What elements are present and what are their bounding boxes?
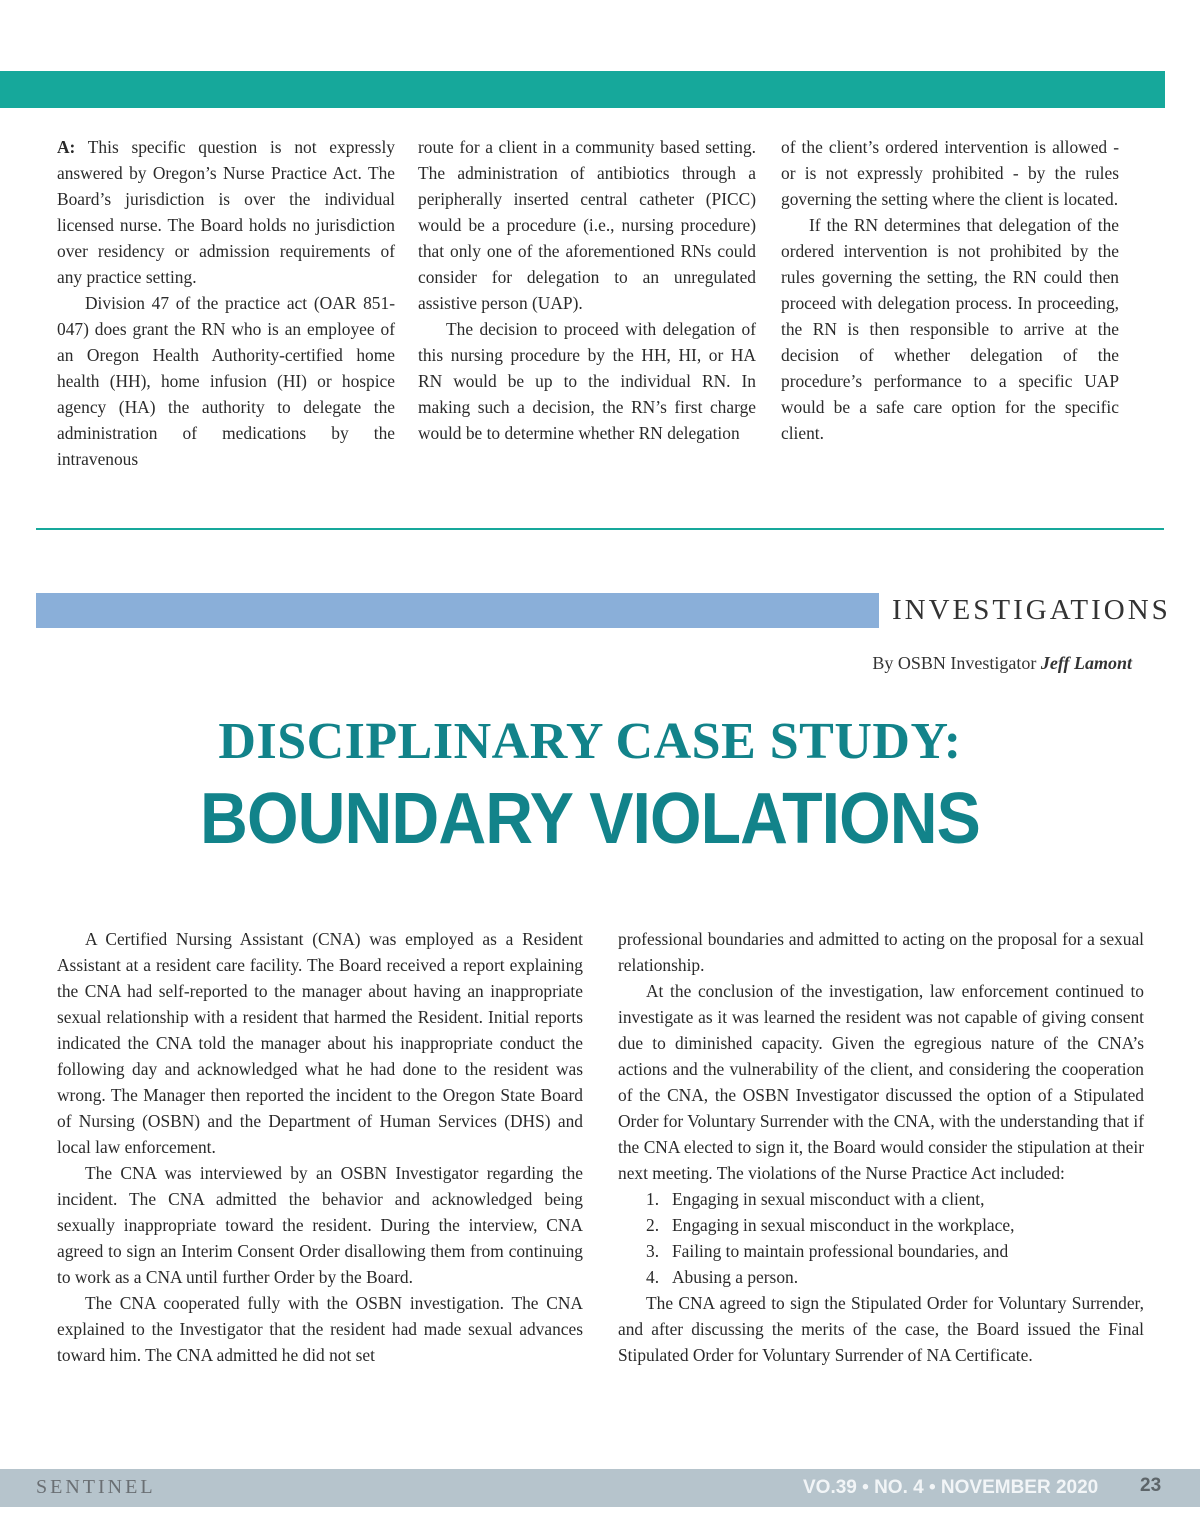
answer-label: A: [57,137,76,157]
paragraph: of the client’s ordered intervention is allowed - or is not expressly prohibited - by the rules governing the setting where the client is located. [781,137,1119,209]
list-item [618,1186,1144,1212]
list-number: 2. [646,1215,660,1235]
byline-author: Jeff Lamont [1040,653,1132,673]
violations-list [618,1186,1144,1290]
top-accent-band [0,71,1165,108]
top-article-column-3 [781,134,1119,446]
list-text: Engaging in sexual misconduct in the workplace, [672,1215,1015,1235]
answer-text: This specific question is not expressly answered by Oregon’s Nurse Practice Act. The Board’s jurisdiction is over the individual licensed nurse. The Board holds no jurisdiction over residency or admission requirements of any practice setting. [57,137,395,287]
paragraph: route for a client in a community based setting. The administration of antibiotics through a peripherally inserted central catheter (PICC) would be a procedure (i.e., nursing procedure) that only one of the aforementioned RNs could consider for delegation to an unregulated assistive person (UAP). [418,137,756,313]
list-number: 1. [646,1189,660,1209]
list-item [618,1212,1144,1238]
section-band [36,593,879,628]
paragraph: At the conclusion of the investigation, law enforcement continued to investigate as it was learned the resident was not capable of giving consent due to diminished capacity. Given the egregious nature of the CNA’s actions and the vulnerability of the client, and considering the cooperation of the CNA, the OSBN Investigator discussed the option of a Stipulated Order for Voluntary Surrender with the CNA, with the understanding that if the CNA elected to sign it, the Board would consider the stipulation at their next meeting. The violations of the Nurse Practice Act included: [618,981,1144,1183]
paragraph: If the RN determines that delegation of the ordered intervention is not prohibited by the rules governing the setting, the RN could then proceed with delegation process. In proceeding, the RN is then responsible to arrive at the decision of whether delegation of the procedure’s performance to a specific UAP would be a safe care option for the specific client. [781,215,1119,443]
paragraph: Division 47 of the practice act (OAR 851-047) does grant the RN who is an employee of an Oregon Health Authority-certified home health (HH), home infusion (HI) or hospice agency (HA) the authority to delegate the administration of medications by the intravenous [57,293,395,469]
byline [872,653,1132,674]
top-article-column-1 [57,134,395,472]
byline-prefix: By OSBN Investigator [872,653,1041,673]
list-text: Engaging in sexual misconduct with a client, [672,1189,985,1209]
paragraph: The CNA agreed to sign the Stipulated Order for Voluntary Surrender, and after discussing the merits of the case, the Board issued the Final Stipulated Order for Voluntary Surrender of NA Certificate. [618,1293,1144,1365]
top-article-column-2 [418,134,756,446]
article-title-line-1: DISCIPLINARY CASE STUDY: [218,713,962,770]
case-column-2 [618,926,1144,1368]
paragraph: The CNA was interviewed by an OSBN Investigator regarding the incident. The CNA admitted the behavior and acknowledged being sexually inappropriate toward the resident. During the interview, CNA agreed to sign an Interim Consent Order disallowing them from continuing to work as a CNA until further Order by the Board. [57,1163,583,1287]
paragraph: A Certified Nursing Assistant (CNA) was employed as a Resident Assistant at a resident care facility. The Board received a report explaining the CNA had self-reported to the manager about having an inappropriate sexual relationship with a resident that harmed the Resident. Initial reports indicated the CNA told the manager about his inappropriate conduct the following day and acknowledged what he had done to the resident was wrong. The Manager then reported the incident to the Oregon State Board of Nursing (OSBN) and the Department of Human Services (DHS) and local law enforcement. [57,929,583,1157]
list-number: 3. [646,1241,660,1261]
list-number: 4. [646,1267,660,1287]
page-number: 23 [1140,1475,1162,1496]
section-label: INVESTIGATIONS [892,594,1171,626]
page-footer [0,1469,1200,1507]
list-text: Failing to maintain professional boundaries, and [672,1241,1009,1261]
list-item [618,1238,1144,1264]
paragraph: professional boundaries and admitted to acting on the proposal for a sexual relationship. [618,929,1144,975]
article-title-line-2: BOUNDARY VIOLATIONS [200,779,980,859]
answer-paragraph [57,134,395,290]
section-divider [36,528,1164,530]
publication-name: SENTINEL [36,1476,156,1498]
case-column-1 [57,926,583,1368]
list-text: Abusing a person. [672,1267,799,1287]
paragraph: The CNA cooperated fully with the OSBN investigation. The CNA explained to the Investigator that the resident had made sexual advances toward him. The CNA admitted he did not set [57,1293,583,1365]
issue-info: VO.39 • NO. 4 • NOVEMBER 2020 [803,1477,1099,1498]
list-item [618,1264,1144,1290]
paragraph: The decision to proceed with delegation of this nursing procedure by the HH, HI, or HA RN would be up to the individual RN. In making such a decision, the RN’s first charge would be to determine whether RN delegation [418,319,756,443]
